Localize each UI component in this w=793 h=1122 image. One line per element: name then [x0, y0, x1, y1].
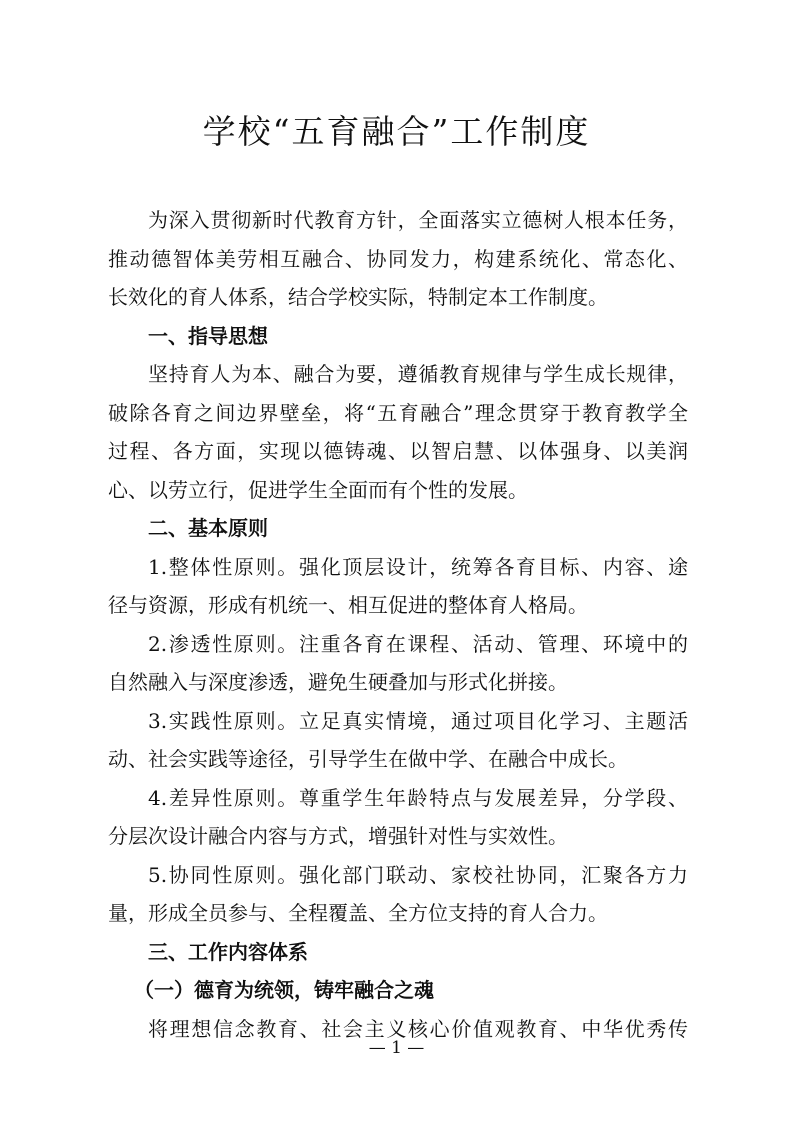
section1-line: 坚持育人为本、融合为要，遵循教育规律与学生成长规律， — [148, 362, 688, 386]
section1-line: 过程、各方面，实现以德铸魂、以智启慧、以体强身、以美润 — [108, 439, 688, 463]
section-heading-basic-principles: 二、基本原则 — [148, 516, 268, 540]
principle-line: 径与资源，形成有机统一、相互促进的整体育人格局。 — [108, 593, 588, 617]
principle-line: 动、社会实践等途径，引导学生在做中学、在融合中成长。 — [108, 747, 628, 771]
principle-line: 4.差异性原则。尊重学生年龄特点与发展差异，分学段、 — [148, 785, 688, 810]
section1-line: 破除各育之间边界壁垒，将“五育融合”理念贯穿于教育教学全 — [108, 400, 688, 425]
principle-line: 量，形成全员参与、全程覆盖、全方位支持的育人合力。 — [108, 901, 608, 925]
principle-line: 1.整体性原则。强化顶层设计，统筹各育目标、内容、途 — [148, 554, 688, 579]
intro-line: 长效化的育人体系，结合学校实际，特制定本工作制度。 — [108, 285, 608, 309]
section3-line: 将理想信念教育、社会主义核心价值观教育、中华优秀传 — [148, 1016, 688, 1041]
section-heading-work-content: 三、工作内容体系 — [148, 939, 308, 964]
section-heading-guiding-ideology: 一、指导思想 — [148, 323, 268, 348]
principle-line: 5.协同性原则。强化部门联动、家校社协同，汇聚各方力 — [148, 862, 688, 887]
page-number: — 1 — — [368, 1038, 425, 1058]
sub-heading-moral-education: （一）德育为统领，铸牢融合之魂 — [134, 978, 434, 1002]
intro-line: 为深入贯彻新时代教育方针，全面落实立德树人根本任务， — [148, 208, 688, 232]
principle-line: 3.实践性原则。立足真实情境，通过项目化学习、主题活 — [148, 708, 688, 733]
principle-line: 2.渗透性原则。注重各育在课程、活动、管理、环境中的 — [148, 631, 688, 656]
page-title: 学校“五育融合”工作制度 — [202, 112, 591, 151]
section1-line: 心、以劳立行，促进学生全面而有个性的发展。 — [108, 477, 528, 502]
principle-line: 自然融入与深度渗透，避免生硬叠加与形式化拼接。 — [108, 670, 568, 694]
principle-line: 分层次设计融合内容与方式，增强针对性与实效性。 — [108, 824, 568, 848]
intro-line: 推动德智体美劳相互融合、协同发力，构建系统化、常态化、 — [108, 246, 688, 271]
